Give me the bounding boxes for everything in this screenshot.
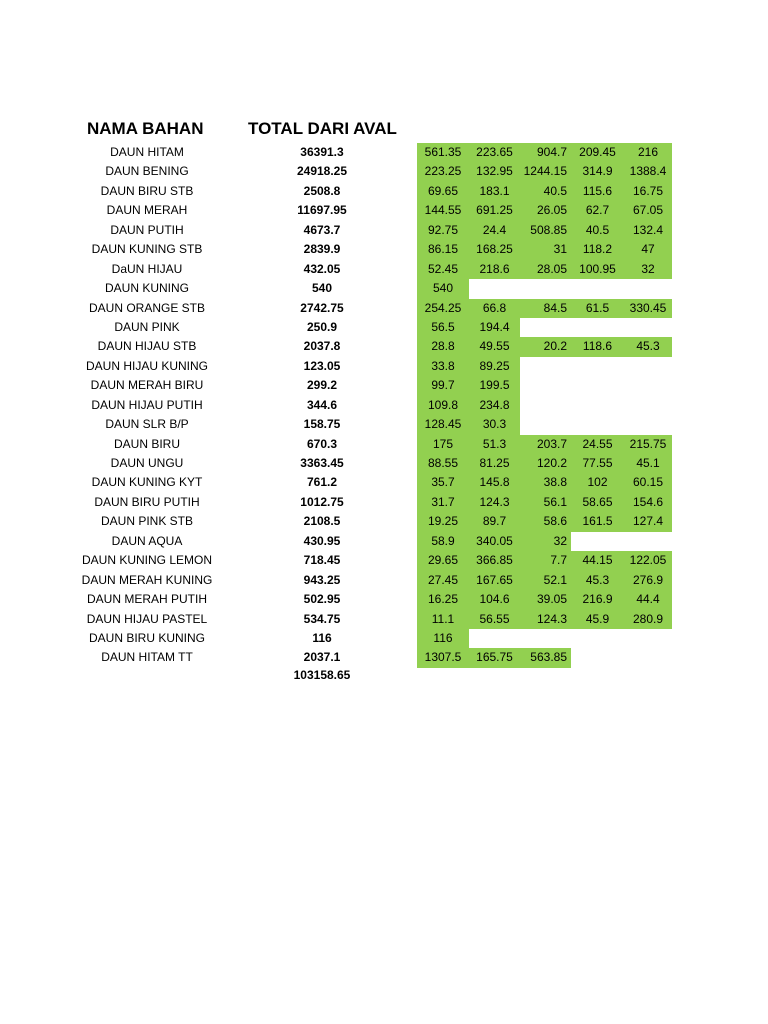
header-nama-bahan: NAMA BAHAN <box>87 119 204 138</box>
table-row <box>0 240 768 259</box>
data-table <box>0 143 768 668</box>
material-name: DAUN KUNING STB <box>91 242 203 257</box>
material-total: 670.3 <box>306 436 338 451</box>
material-total: 36391.3 <box>300 145 344 159</box>
table-row <box>0 532 768 551</box>
value-cell: 61.5 <box>571 299 624 318</box>
value-cell: 77.55 <box>571 454 624 473</box>
value-cell: 16.25 <box>417 590 469 609</box>
material-name: DAUN HITAM <box>110 145 184 159</box>
material-total: 2839.9 <box>303 242 341 257</box>
material-name: DAUN HIJAU KUNING <box>85 358 208 373</box>
value-cell: 7.7 <box>520 551 571 570</box>
material-total: 2037.1 <box>303 650 341 665</box>
table-row <box>0 590 768 609</box>
value-cell: 115.6 <box>571 182 624 201</box>
value-cell: 45.1 <box>624 454 672 473</box>
value-cell: 33.8 <box>417 357 469 376</box>
value-cell: 51.3 <box>469 435 520 454</box>
table-row <box>0 610 768 629</box>
value-cell: 330.45 <box>624 299 672 318</box>
value-cell: 124.3 <box>469 493 520 512</box>
material-total: 344.6 <box>306 397 338 412</box>
value-cell: 38.8 <box>520 473 571 492</box>
table-row <box>0 182 768 201</box>
value-cell: 81.25 <box>469 454 520 473</box>
value-cell: 30.3 <box>469 415 520 434</box>
table-row <box>0 473 768 492</box>
value-cell: 28.8 <box>417 337 469 356</box>
material-total: 4673.7 <box>303 222 341 237</box>
material-name: DAUN HIJAU PUTIH <box>91 397 203 412</box>
material-total: 299.2 <box>306 378 338 393</box>
value-cell: 215.75 <box>624 435 672 454</box>
value-cell: 60.15 <box>624 473 672 492</box>
value-cell: 40.5 <box>571 221 624 240</box>
table-row <box>0 435 768 454</box>
value-cell: 28.05 <box>520 260 571 279</box>
value-cell: 199.5 <box>469 376 520 395</box>
value-cell: 92.75 <box>417 221 469 240</box>
value-cell: 120.2 <box>520 454 571 473</box>
value-cell: 161.5 <box>571 512 624 531</box>
value-cell: 26.05 <box>520 201 571 220</box>
value-cell: 203.7 <box>520 435 571 454</box>
value-cell: 280.9 <box>624 610 672 629</box>
value-cell: 132.4 <box>624 221 672 240</box>
value-cell: 44.4 <box>624 590 672 609</box>
value-cell: 1388.4 <box>624 162 672 181</box>
value-cell <box>571 357 624 376</box>
value-cell: 89.7 <box>469 512 520 531</box>
material-total: 2037.8 <box>303 339 341 354</box>
value-cell <box>624 376 672 395</box>
table-row <box>0 162 768 181</box>
material-total: 432.05 <box>303 261 341 276</box>
material-total: 250.9 <box>306 319 338 334</box>
table-row <box>0 299 768 318</box>
value-cell: 168.25 <box>469 240 520 259</box>
material-total: 943.25 <box>303 572 341 587</box>
value-cell: 340.05 <box>469 532 520 551</box>
material-name: DAUN HIJAU STB <box>97 339 197 354</box>
material-name: DAUN PINK STB <box>100 514 193 529</box>
value-cell: 31.7 <box>417 493 469 512</box>
table-row <box>0 376 768 395</box>
value-cell: 88.55 <box>417 454 469 473</box>
value-cell: 109.8 <box>417 396 469 415</box>
table-row <box>0 415 768 434</box>
value-cell <box>520 396 571 415</box>
value-cell <box>520 629 571 648</box>
value-cell: 563.85 <box>520 648 571 667</box>
value-cell: 218.6 <box>469 260 520 279</box>
value-cell: 47 <box>624 240 672 259</box>
table-row <box>0 571 768 590</box>
table-row <box>0 629 768 648</box>
table-row <box>0 396 768 415</box>
value-cell: 276.9 <box>624 571 672 590</box>
value-cell: 183.1 <box>469 182 520 201</box>
material-total: 534.75 <box>303 611 341 626</box>
value-cell: 19.25 <box>417 512 469 531</box>
material-name: DAUN BIRU PUTIH <box>94 494 200 509</box>
value-cell: 216.9 <box>571 590 624 609</box>
value-cell <box>624 279 672 298</box>
value-cell: 89.25 <box>469 357 520 376</box>
value-cell: 32 <box>520 532 571 551</box>
value-cell <box>624 629 672 648</box>
material-total: 2508.8 <box>303 183 341 198</box>
value-cell: 175 <box>417 435 469 454</box>
value-cell: 67.05 <box>624 201 672 220</box>
value-cell: 122.05 <box>624 551 672 570</box>
table-row <box>0 357 768 376</box>
value-cell: 216 <box>624 143 672 162</box>
value-cell: 116 <box>417 629 469 648</box>
value-cell: 24.4 <box>469 221 520 240</box>
value-cell <box>571 648 624 667</box>
value-cell: 127.4 <box>624 512 672 531</box>
table-row <box>0 201 768 220</box>
value-cell: 31 <box>520 240 571 259</box>
value-cell: 904.7 <box>520 143 571 162</box>
material-total: 761.2 <box>306 475 338 490</box>
value-cell <box>520 318 571 337</box>
value-cell: 24.55 <box>571 435 624 454</box>
value-cell <box>571 396 624 415</box>
value-cell: 100.95 <box>571 260 624 279</box>
value-cell: 69.65 <box>417 182 469 201</box>
value-cell: 66.8 <box>469 299 520 318</box>
material-name: DAUN PUTIH <box>110 222 184 237</box>
value-cell: 58.6 <box>520 512 571 531</box>
value-cell: 209.45 <box>571 143 624 162</box>
value-cell: 540 <box>417 279 469 298</box>
material-total: 1012.75 <box>300 494 344 509</box>
value-cell: 154.6 <box>624 493 672 512</box>
value-cell: 40.5 <box>520 182 571 201</box>
value-cell: 58.65 <box>571 493 624 512</box>
value-cell: 165.75 <box>469 648 520 667</box>
material-name: DAUN MERAH BIRU <box>90 378 204 393</box>
value-cell <box>571 376 624 395</box>
value-cell <box>571 629 624 648</box>
material-name: DAUN KUNING LEMON <box>81 553 212 568</box>
value-cell <box>469 279 520 298</box>
material-total: 540 <box>311 281 333 296</box>
material-total: 502.95 <box>303 592 341 607</box>
table-row <box>0 318 768 337</box>
value-cell: 11.1 <box>417 610 469 629</box>
value-cell: 56.55 <box>469 610 520 629</box>
value-cell: 144.55 <box>417 201 469 220</box>
value-cell: 124.3 <box>520 610 571 629</box>
value-cell: 104.6 <box>469 590 520 609</box>
material-total: 3363.45 <box>300 456 344 470</box>
material-total: 2108.5 <box>303 514 341 529</box>
table-row <box>0 551 768 570</box>
material-total: 2742.75 <box>300 300 344 315</box>
value-cell <box>520 415 571 434</box>
value-cell <box>469 629 520 648</box>
material-total: 430.95 <box>303 533 341 548</box>
table-row <box>0 337 768 356</box>
value-cell: 52.45 <box>417 260 469 279</box>
value-cell: 223.25 <box>417 162 469 181</box>
value-cell: 27.45 <box>417 571 469 590</box>
value-cell: 366.85 <box>469 551 520 570</box>
material-name: DAUN ORANGE STB <box>88 300 205 315</box>
material-name: DAUN KUNING KYT <box>91 475 203 490</box>
value-cell: 56.1 <box>520 493 571 512</box>
value-cell <box>624 648 672 667</box>
value-cell <box>520 279 571 298</box>
value-cell: 86.15 <box>417 240 469 259</box>
table-row <box>0 279 768 298</box>
value-cell <box>520 376 571 395</box>
value-cell: 118.2 <box>571 240 624 259</box>
table-row <box>0 143 768 162</box>
table-row <box>0 454 768 473</box>
value-cell <box>571 532 624 551</box>
material-total: 24918.25 <box>296 164 348 179</box>
value-cell: 99.7 <box>417 376 469 395</box>
material-total: 718.45 <box>303 553 341 568</box>
table-row <box>0 512 768 531</box>
value-cell: 62.7 <box>571 201 624 220</box>
material-name: DAUN KUNING <box>104 281 189 296</box>
material-total: 116 <box>312 630 332 645</box>
material-name: DAUN BIRU STB <box>100 183 194 198</box>
material-name: DAUN MERAH PUTIH <box>86 592 207 607</box>
value-cell: 167.65 <box>469 571 520 590</box>
material-name: DAUN MERAH <box>106 203 188 218</box>
material-name: DAUN SLR B/P <box>105 417 189 432</box>
material-name: DAUN MERAH KUNING <box>81 572 213 587</box>
material-name: DAUN BENING <box>105 164 189 179</box>
value-cell <box>624 532 672 551</box>
value-cell <box>624 357 672 376</box>
material-total: 123.05 <box>303 358 341 373</box>
table-row <box>0 221 768 240</box>
value-cell: 1307.5 <box>417 648 469 667</box>
value-cell: 128.45 <box>417 415 469 434</box>
material-name: DAUN BIRU KUNING <box>88 630 205 645</box>
material-name: DAUN HIJAU PASTEL <box>86 611 208 626</box>
value-cell <box>571 279 624 298</box>
value-cell: 58.9 <box>417 532 469 551</box>
value-cell: 84.5 <box>520 299 571 318</box>
value-cell: 691.25 <box>469 201 520 220</box>
value-cell: 314.9 <box>571 162 624 181</box>
value-cell <box>520 357 571 376</box>
value-cell: 39.05 <box>520 590 571 609</box>
material-name: DAUN BIRU <box>113 436 180 451</box>
material-total: 11697.95 <box>297 203 347 218</box>
value-cell <box>624 318 672 337</box>
value-cell: 16.75 <box>624 182 672 201</box>
table-row <box>0 260 768 279</box>
value-cell: 29.65 <box>417 551 469 570</box>
grand-total: 103158.65 <box>293 668 351 682</box>
value-cell <box>571 318 624 337</box>
value-cell: 234.8 <box>469 396 520 415</box>
value-cell: 20.2 <box>520 337 571 356</box>
value-cell: 118.6 <box>571 337 624 356</box>
value-cell: 45.3 <box>624 337 672 356</box>
value-cell: 145.8 <box>469 473 520 492</box>
header-total-dari-aval: TOTAL DARI AVAL <box>248 119 397 138</box>
value-cell: 45.9 <box>571 610 624 629</box>
table-row <box>0 648 768 667</box>
value-cell: 32 <box>624 260 672 279</box>
table-row <box>0 493 768 512</box>
value-cell <box>571 415 624 434</box>
value-cell: 223.65 <box>469 143 520 162</box>
value-cell <box>624 415 672 434</box>
value-cell: 49.55 <box>469 337 520 356</box>
value-cell: 35.7 <box>417 473 469 492</box>
value-cell: 44.15 <box>571 551 624 570</box>
value-cell: 561.35 <box>417 143 469 162</box>
value-cell: 132.95 <box>469 162 520 181</box>
material-name: DAUN HITAM TT <box>101 650 193 665</box>
value-cell: 1244.15 <box>520 162 571 181</box>
material-name: DAUN UNGU <box>110 456 184 470</box>
material-name: DaUN HIJAU <box>111 261 183 276</box>
value-cell: 254.25 <box>417 299 469 318</box>
material-name: DAUN AQUA <box>111 533 183 548</box>
value-cell: 56.5 <box>417 318 469 337</box>
value-cell: 194.4 <box>469 318 520 337</box>
material-name: DAUN PINK <box>114 319 180 334</box>
value-cell <box>624 396 672 415</box>
material-total: 158.75 <box>303 417 341 432</box>
value-cell: 52.1 <box>520 571 571 590</box>
value-cell: 102 <box>571 473 624 492</box>
value-cell: 508.85 <box>520 221 571 240</box>
value-cell: 45.3 <box>571 571 624 590</box>
